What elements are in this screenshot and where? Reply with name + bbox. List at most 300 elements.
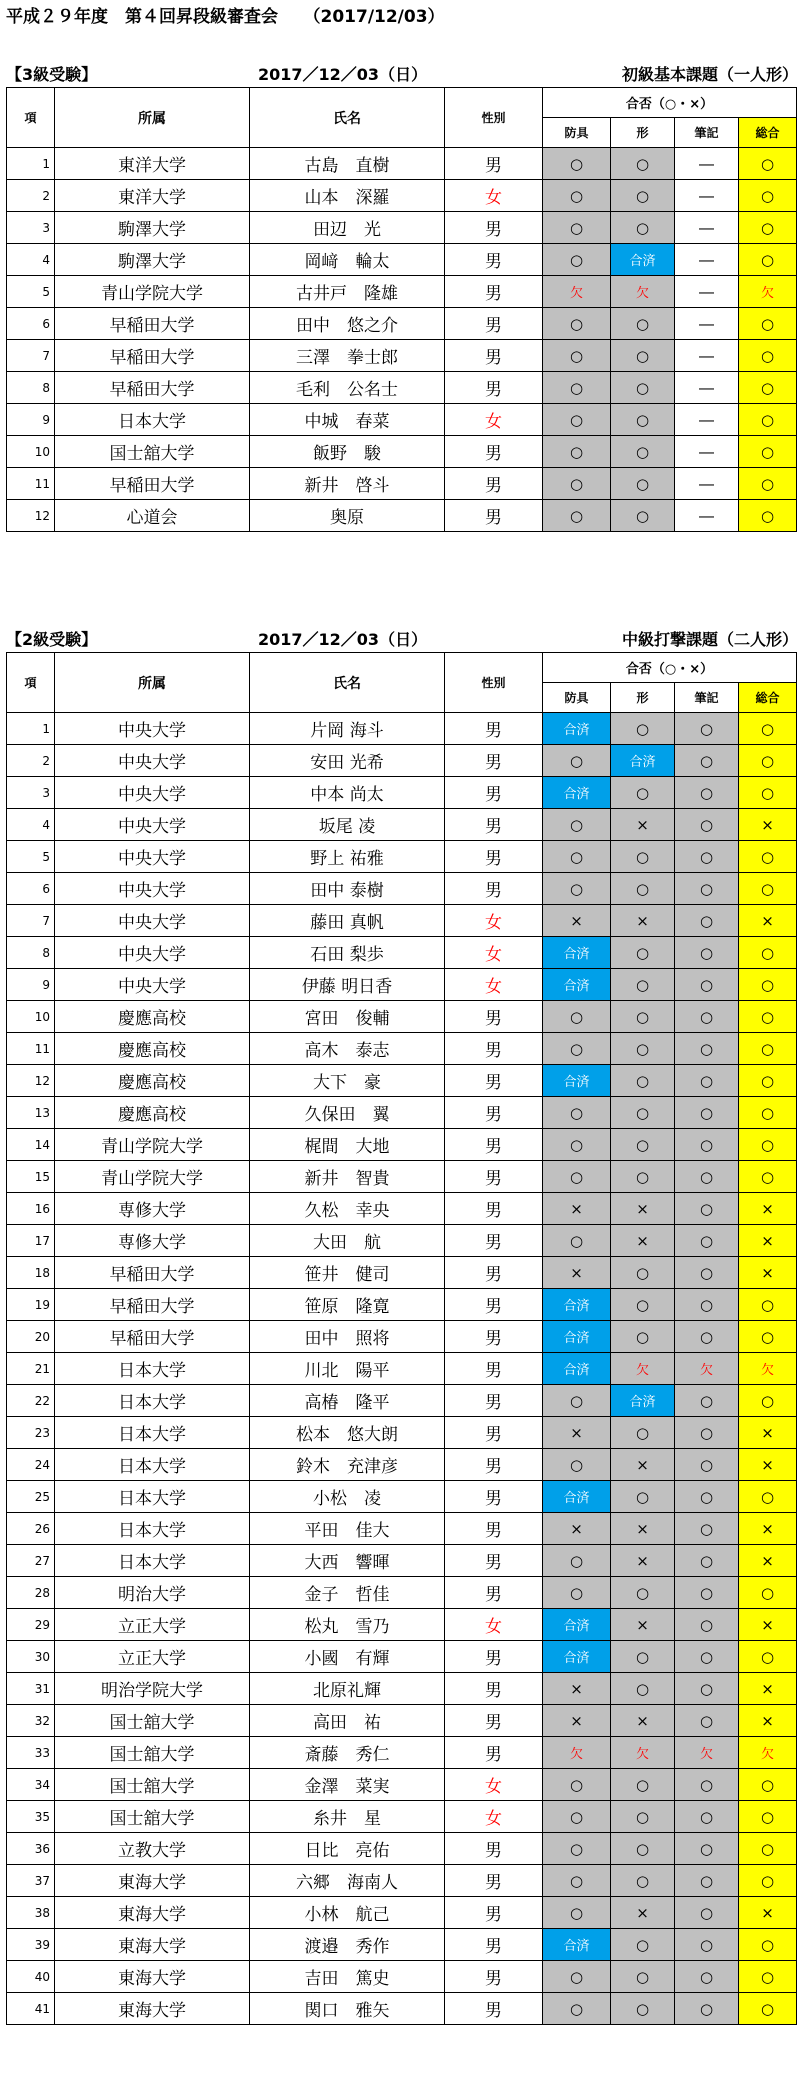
affiliation-cell: 慶應高校 [55, 1065, 250, 1097]
name-cell: 田中 悠之介 [250, 308, 445, 340]
overall-result: ○ [739, 1289, 797, 1321]
name-cell: 関口 雅矢 [250, 1993, 445, 2025]
name-cell: 藤田 真帆 [250, 905, 445, 937]
equipment-result: 合済 [543, 713, 611, 745]
affiliation-cell: 東海大学 [55, 1961, 250, 1993]
row-number: 33 [7, 1737, 55, 1769]
written-result: ○ [675, 1481, 739, 1513]
sex-cell: 女 [445, 1769, 543, 1801]
written-result: ○ [675, 1257, 739, 1289]
overall-result: ○ [739, 1033, 797, 1065]
name-cell: 中城 春菜 [250, 404, 445, 436]
sex-cell: 男 [445, 1961, 543, 1993]
results-table [6, 652, 797, 2025]
overall-result: ○ [739, 148, 797, 180]
name-cell: 鈴木 充津彦 [250, 1449, 445, 1481]
kata-result: ○ [611, 308, 675, 340]
col-header-overall: 総合 [739, 118, 797, 148]
section-label: 【2級受験】 [6, 630, 98, 649]
affiliation-cell: 駒澤大学 [55, 244, 250, 276]
row-number: 8 [7, 937, 55, 969]
kata-result: × [611, 905, 675, 937]
sex-cell: 男 [445, 1449, 543, 1481]
name-cell: 吉田 篤史 [250, 1961, 445, 1993]
equipment-result: ○ [543, 1577, 611, 1609]
affiliation-cell: 明治大学 [55, 1577, 250, 1609]
row-number: 7 [7, 905, 55, 937]
sex-cell: 男 [445, 1897, 543, 1929]
written-result: ― [675, 436, 739, 468]
row-number: 29 [7, 1609, 55, 1641]
overall-result: ○ [739, 180, 797, 212]
written-result: ○ [675, 1993, 739, 2025]
overall-result: ○ [739, 937, 797, 969]
table-row [7, 1961, 797, 1993]
kata-result: ○ [611, 1161, 675, 1193]
name-cell: 久保田 翼 [250, 1097, 445, 1129]
equipment-result: ○ [543, 1449, 611, 1481]
written-result: ○ [675, 1385, 739, 1417]
col-header-result: 合否（○・×） [543, 653, 797, 683]
affiliation-cell: 早稲田大学 [55, 372, 250, 404]
row-number: 5 [7, 276, 55, 308]
kata-result: ○ [611, 1033, 675, 1065]
row-number: 26 [7, 1513, 55, 1545]
table-row [7, 745, 797, 777]
equipment-result: ○ [543, 1001, 611, 1033]
affiliation-cell: 青山学院大学 [55, 1129, 250, 1161]
affiliation-cell: 早稲田大学 [55, 1257, 250, 1289]
written-result: ○ [675, 1001, 739, 1033]
equipment-result: 合済 [543, 1609, 611, 1641]
written-result: ○ [675, 1929, 739, 1961]
name-cell: 奥原 [250, 500, 445, 532]
written-result: ○ [675, 1321, 739, 1353]
sex-cell: 男 [445, 713, 543, 745]
name-cell: 田中 泰樹 [250, 873, 445, 905]
name-cell: 斎藤 秀仁 [250, 1737, 445, 1769]
sex-cell: 男 [445, 841, 543, 873]
equipment-result: ○ [543, 148, 611, 180]
written-result: ― [675, 180, 739, 212]
written-result: ― [675, 244, 739, 276]
kata-result: ○ [611, 1769, 675, 1801]
written-result: ― [675, 500, 739, 532]
kata-result: ○ [611, 1929, 675, 1961]
affiliation-cell: 中央大学 [55, 969, 250, 1001]
row-number: 41 [7, 1993, 55, 2025]
kata-result: ○ [611, 1129, 675, 1161]
written-result: ○ [675, 905, 739, 937]
row-number: 8 [7, 372, 55, 404]
kata-result: 合済 [611, 745, 675, 777]
sex-cell: 男 [445, 340, 543, 372]
overall-result: ○ [739, 1385, 797, 1417]
kata-result: ○ [611, 713, 675, 745]
equipment-result: ○ [543, 1865, 611, 1897]
affiliation-cell: 中央大学 [55, 809, 250, 841]
sex-cell: 女 [445, 180, 543, 212]
table-row [7, 1385, 797, 1417]
kata-result: ○ [611, 1673, 675, 1705]
col-header-no: 項 [7, 653, 55, 713]
affiliation-cell: 明治学院大学 [55, 1673, 250, 1705]
equipment-result: × [543, 1193, 611, 1225]
written-result: ― [675, 404, 739, 436]
overall-result: ○ [739, 404, 797, 436]
sex-cell: 女 [445, 1801, 543, 1833]
row-number: 2 [7, 180, 55, 212]
name-cell: 川北 陽平 [250, 1353, 445, 1385]
sex-cell: 男 [445, 1321, 543, 1353]
written-result: ○ [675, 1417, 739, 1449]
equipment-result: ○ [543, 180, 611, 212]
written-result: ○ [675, 1705, 739, 1737]
equipment-result: ○ [543, 1833, 611, 1865]
affiliation-cell: 早稲田大学 [55, 308, 250, 340]
overall-result: ○ [739, 1641, 797, 1673]
sex-cell: 女 [445, 1609, 543, 1641]
overall-result: ○ [739, 1001, 797, 1033]
kata-result: ○ [611, 500, 675, 532]
equipment-result: ○ [543, 468, 611, 500]
written-result: ○ [675, 1801, 739, 1833]
name-cell: 大下 豪 [250, 1065, 445, 1097]
kata-result: 欠 [611, 276, 675, 308]
overall-result: × [739, 905, 797, 937]
affiliation-cell: 慶應高校 [55, 1033, 250, 1065]
sex-cell: 男 [445, 212, 543, 244]
row-number: 11 [7, 468, 55, 500]
sex-cell: 男 [445, 308, 543, 340]
sex-cell: 男 [445, 500, 543, 532]
equipment-result: ○ [543, 1033, 611, 1065]
name-cell: 古井戸 隆雄 [250, 276, 445, 308]
name-cell: 日比 亮佑 [250, 1833, 445, 1865]
row-number: 30 [7, 1641, 55, 1673]
row-number: 4 [7, 244, 55, 276]
sex-cell: 男 [445, 372, 543, 404]
table-row [7, 340, 797, 372]
table-row [7, 1801, 797, 1833]
sex-cell: 男 [445, 1289, 543, 1321]
name-cell: 金子 哲佳 [250, 1577, 445, 1609]
name-cell: 小松 凌 [250, 1481, 445, 1513]
table-row [7, 1321, 797, 1353]
equipment-result: 合済 [543, 969, 611, 1001]
sex-cell: 男 [445, 1257, 543, 1289]
written-result: ○ [675, 1449, 739, 1481]
kata-result: ○ [611, 1257, 675, 1289]
equipment-result: ○ [543, 308, 611, 340]
page-title: 平成２９年度 第４回昇段級審査会 （2017/12/03） [6, 7, 445, 27]
written-result: ○ [675, 1161, 739, 1193]
table-row [7, 1929, 797, 1961]
col-header-affiliation: 所属 [55, 653, 250, 713]
name-cell: 六郷 海南人 [250, 1865, 445, 1897]
kata-result: 欠 [611, 1737, 675, 1769]
affiliation-cell: 東海大学 [55, 1865, 250, 1897]
sex-cell: 男 [445, 276, 543, 308]
table-row [7, 1513, 797, 1545]
results-table [6, 87, 797, 532]
kata-result: ○ [611, 436, 675, 468]
overall-result: ○ [739, 244, 797, 276]
sex-cell: 男 [445, 1545, 543, 1577]
name-cell: 糸井 星 [250, 1801, 445, 1833]
equipment-result: 欠 [543, 1737, 611, 1769]
overall-result: ○ [739, 1929, 797, 1961]
col-header-overall: 総合 [739, 683, 797, 713]
table-row [7, 873, 797, 905]
section-header [0, 625, 800, 647]
sex-cell: 女 [445, 905, 543, 937]
written-result: ○ [675, 1545, 739, 1577]
overall-result: ○ [739, 873, 797, 905]
table-row [7, 276, 797, 308]
row-number: 22 [7, 1385, 55, 1417]
equipment-result: × [543, 1513, 611, 1545]
equipment-result: ○ [543, 1897, 611, 1929]
equipment-result: × [543, 905, 611, 937]
affiliation-cell: 青山学院大学 [55, 276, 250, 308]
name-cell: 新井 啓斗 [250, 468, 445, 500]
col-header-kata: 形 [611, 683, 675, 713]
sex-cell: 男 [445, 1193, 543, 1225]
sex-cell: 男 [445, 873, 543, 905]
table-row [7, 1577, 797, 1609]
equipment-result: 合済 [543, 777, 611, 809]
section-subject: 初級基本課題（一人形） [621, 65, 798, 84]
name-cell: 片岡 海斗 [250, 713, 445, 745]
col-header-equipment: 防具 [543, 118, 611, 148]
equipment-result: 合済 [543, 1641, 611, 1673]
affiliation-cell: 専修大学 [55, 1193, 250, 1225]
col-header-name: 氏名 [250, 653, 445, 713]
overall-result: ○ [739, 777, 797, 809]
written-result: ○ [675, 1289, 739, 1321]
kata-result: × [611, 1193, 675, 1225]
overall-result: × [739, 1193, 797, 1225]
row-number: 2 [7, 745, 55, 777]
affiliation-cell: 国士舘大学 [55, 1801, 250, 1833]
table-row [7, 1641, 797, 1673]
table-row [7, 1897, 797, 1929]
sex-cell: 男 [445, 244, 543, 276]
sex-cell: 男 [445, 1225, 543, 1257]
equipment-result: 合済 [543, 1321, 611, 1353]
overall-result: ○ [739, 212, 797, 244]
table-row [7, 148, 797, 180]
overall-result: 欠 [739, 1737, 797, 1769]
affiliation-cell: 東洋大学 [55, 148, 250, 180]
overall-result: ○ [739, 1577, 797, 1609]
affiliation-cell: 中央大学 [55, 873, 250, 905]
equipment-result: ○ [543, 1801, 611, 1833]
written-result: ○ [675, 713, 739, 745]
kata-result: ○ [611, 1577, 675, 1609]
name-cell: 田辺 光 [250, 212, 445, 244]
sex-cell: 男 [445, 1865, 543, 1897]
table-row [7, 1001, 797, 1033]
overall-result: ○ [739, 468, 797, 500]
affiliation-cell: 中央大学 [55, 937, 250, 969]
name-cell: 宮田 俊輔 [250, 1001, 445, 1033]
table-row [7, 809, 797, 841]
kata-result: ○ [611, 937, 675, 969]
table-row [7, 1097, 797, 1129]
table-row [7, 1065, 797, 1097]
written-result: ○ [675, 1225, 739, 1257]
row-number: 39 [7, 1929, 55, 1961]
equipment-result: 合済 [543, 1353, 611, 1385]
table-row [7, 1865, 797, 1897]
row-number: 38 [7, 1897, 55, 1929]
overall-result: ○ [739, 1993, 797, 2025]
equipment-result: ○ [543, 841, 611, 873]
overall-result: 欠 [739, 1353, 797, 1385]
affiliation-cell: 東海大学 [55, 1897, 250, 1929]
table-row [7, 404, 797, 436]
overall-result: × [739, 1513, 797, 1545]
affiliation-cell: 日本大学 [55, 1545, 250, 1577]
affiliation-cell: 立正大学 [55, 1641, 250, 1673]
equipment-result: ○ [543, 1961, 611, 1993]
kata-result: ○ [611, 148, 675, 180]
sex-cell: 男 [445, 1993, 543, 2025]
table-row [7, 1257, 797, 1289]
kata-result: ○ [611, 468, 675, 500]
written-result: ○ [675, 1065, 739, 1097]
affiliation-cell: 東洋大学 [55, 180, 250, 212]
row-number: 9 [7, 969, 55, 1001]
written-result: ○ [675, 1961, 739, 1993]
kata-result: ○ [611, 1065, 675, 1097]
equipment-result: 欠 [543, 276, 611, 308]
overall-result: ○ [739, 713, 797, 745]
equipment-result: 合済 [543, 1289, 611, 1321]
name-cell: 田中 照将 [250, 1321, 445, 1353]
affiliation-cell: 心道会 [55, 500, 250, 532]
affiliation-cell: 国士舘大学 [55, 436, 250, 468]
row-number: 1 [7, 713, 55, 745]
affiliation-cell: 早稲田大学 [55, 468, 250, 500]
name-cell: 松本 悠大朗 [250, 1417, 445, 1449]
row-number: 18 [7, 1257, 55, 1289]
kata-result: × [611, 1449, 675, 1481]
overall-result: ○ [739, 372, 797, 404]
row-number: 9 [7, 404, 55, 436]
kata-result: ○ [611, 404, 675, 436]
affiliation-cell: 中央大学 [55, 745, 250, 777]
overall-result: × [739, 809, 797, 841]
kata-result: ○ [611, 1289, 675, 1321]
sex-cell: 男 [445, 1481, 543, 1513]
name-cell: 古島 直樹 [250, 148, 445, 180]
kata-result: ○ [611, 1481, 675, 1513]
name-cell: 金澤 菜実 [250, 1769, 445, 1801]
sex-cell: 男 [445, 148, 543, 180]
table-row [7, 1225, 797, 1257]
overall-result: × [739, 1257, 797, 1289]
table-row [7, 1193, 797, 1225]
equipment-result: ○ [543, 404, 611, 436]
header-row [7, 653, 797, 683]
col-header-sex: 性別 [445, 88, 543, 148]
table-row [7, 969, 797, 1001]
written-result: ○ [675, 1865, 739, 1897]
sex-cell: 男 [445, 1513, 543, 1545]
table-row [7, 212, 797, 244]
table-row [7, 1609, 797, 1641]
written-result: ○ [675, 1769, 739, 1801]
row-number: 3 [7, 212, 55, 244]
table-row [7, 1545, 797, 1577]
affiliation-cell: 立正大学 [55, 1609, 250, 1641]
sex-cell: 女 [445, 404, 543, 436]
section-header [0, 60, 800, 82]
affiliation-cell: 国士舘大学 [55, 1769, 250, 1801]
sex-cell: 男 [445, 436, 543, 468]
equipment-result: ○ [543, 372, 611, 404]
written-result: ○ [675, 841, 739, 873]
sex-cell: 男 [445, 1705, 543, 1737]
kata-result: ○ [611, 1961, 675, 1993]
overall-result: ○ [739, 1865, 797, 1897]
sex-cell: 男 [445, 1353, 543, 1385]
equipment-result: ○ [543, 1385, 611, 1417]
affiliation-cell: 国士舘大学 [55, 1737, 250, 1769]
affiliation-cell: 早稲田大学 [55, 1321, 250, 1353]
row-number: 19 [7, 1289, 55, 1321]
name-cell: 坂尾 凌 [250, 809, 445, 841]
table-row [7, 244, 797, 276]
overall-result: ○ [739, 969, 797, 1001]
row-number: 10 [7, 1001, 55, 1033]
row-number: 23 [7, 1417, 55, 1449]
written-result: ○ [675, 777, 739, 809]
affiliation-cell: 立教大学 [55, 1833, 250, 1865]
written-result: ― [675, 372, 739, 404]
written-result: ○ [675, 1609, 739, 1641]
written-result: ○ [675, 1897, 739, 1929]
table-row [7, 1673, 797, 1705]
overall-result: ○ [739, 1161, 797, 1193]
row-number: 36 [7, 1833, 55, 1865]
sex-cell: 男 [445, 745, 543, 777]
table-row [7, 1449, 797, 1481]
kata-result: ○ [611, 1801, 675, 1833]
header-row [7, 88, 797, 118]
overall-result: ○ [739, 1097, 797, 1129]
affiliation-cell: 東海大学 [55, 1929, 250, 1961]
affiliation-cell: 駒澤大学 [55, 212, 250, 244]
kata-result: 欠 [611, 1353, 675, 1385]
name-cell: 笹井 健司 [250, 1257, 445, 1289]
kata-result: × [611, 809, 675, 841]
overall-result: × [739, 1705, 797, 1737]
row-number: 4 [7, 809, 55, 841]
written-result: 欠 [675, 1353, 739, 1385]
affiliation-cell: 青山学院大学 [55, 1161, 250, 1193]
sex-cell: 男 [445, 1929, 543, 1961]
row-number: 6 [7, 873, 55, 905]
section-subject: 中級打撃課題（二人形） [621, 630, 798, 649]
equipment-result: ○ [543, 809, 611, 841]
written-result: ○ [675, 1641, 739, 1673]
kata-result: ○ [611, 180, 675, 212]
equipment-result: × [543, 1417, 611, 1449]
